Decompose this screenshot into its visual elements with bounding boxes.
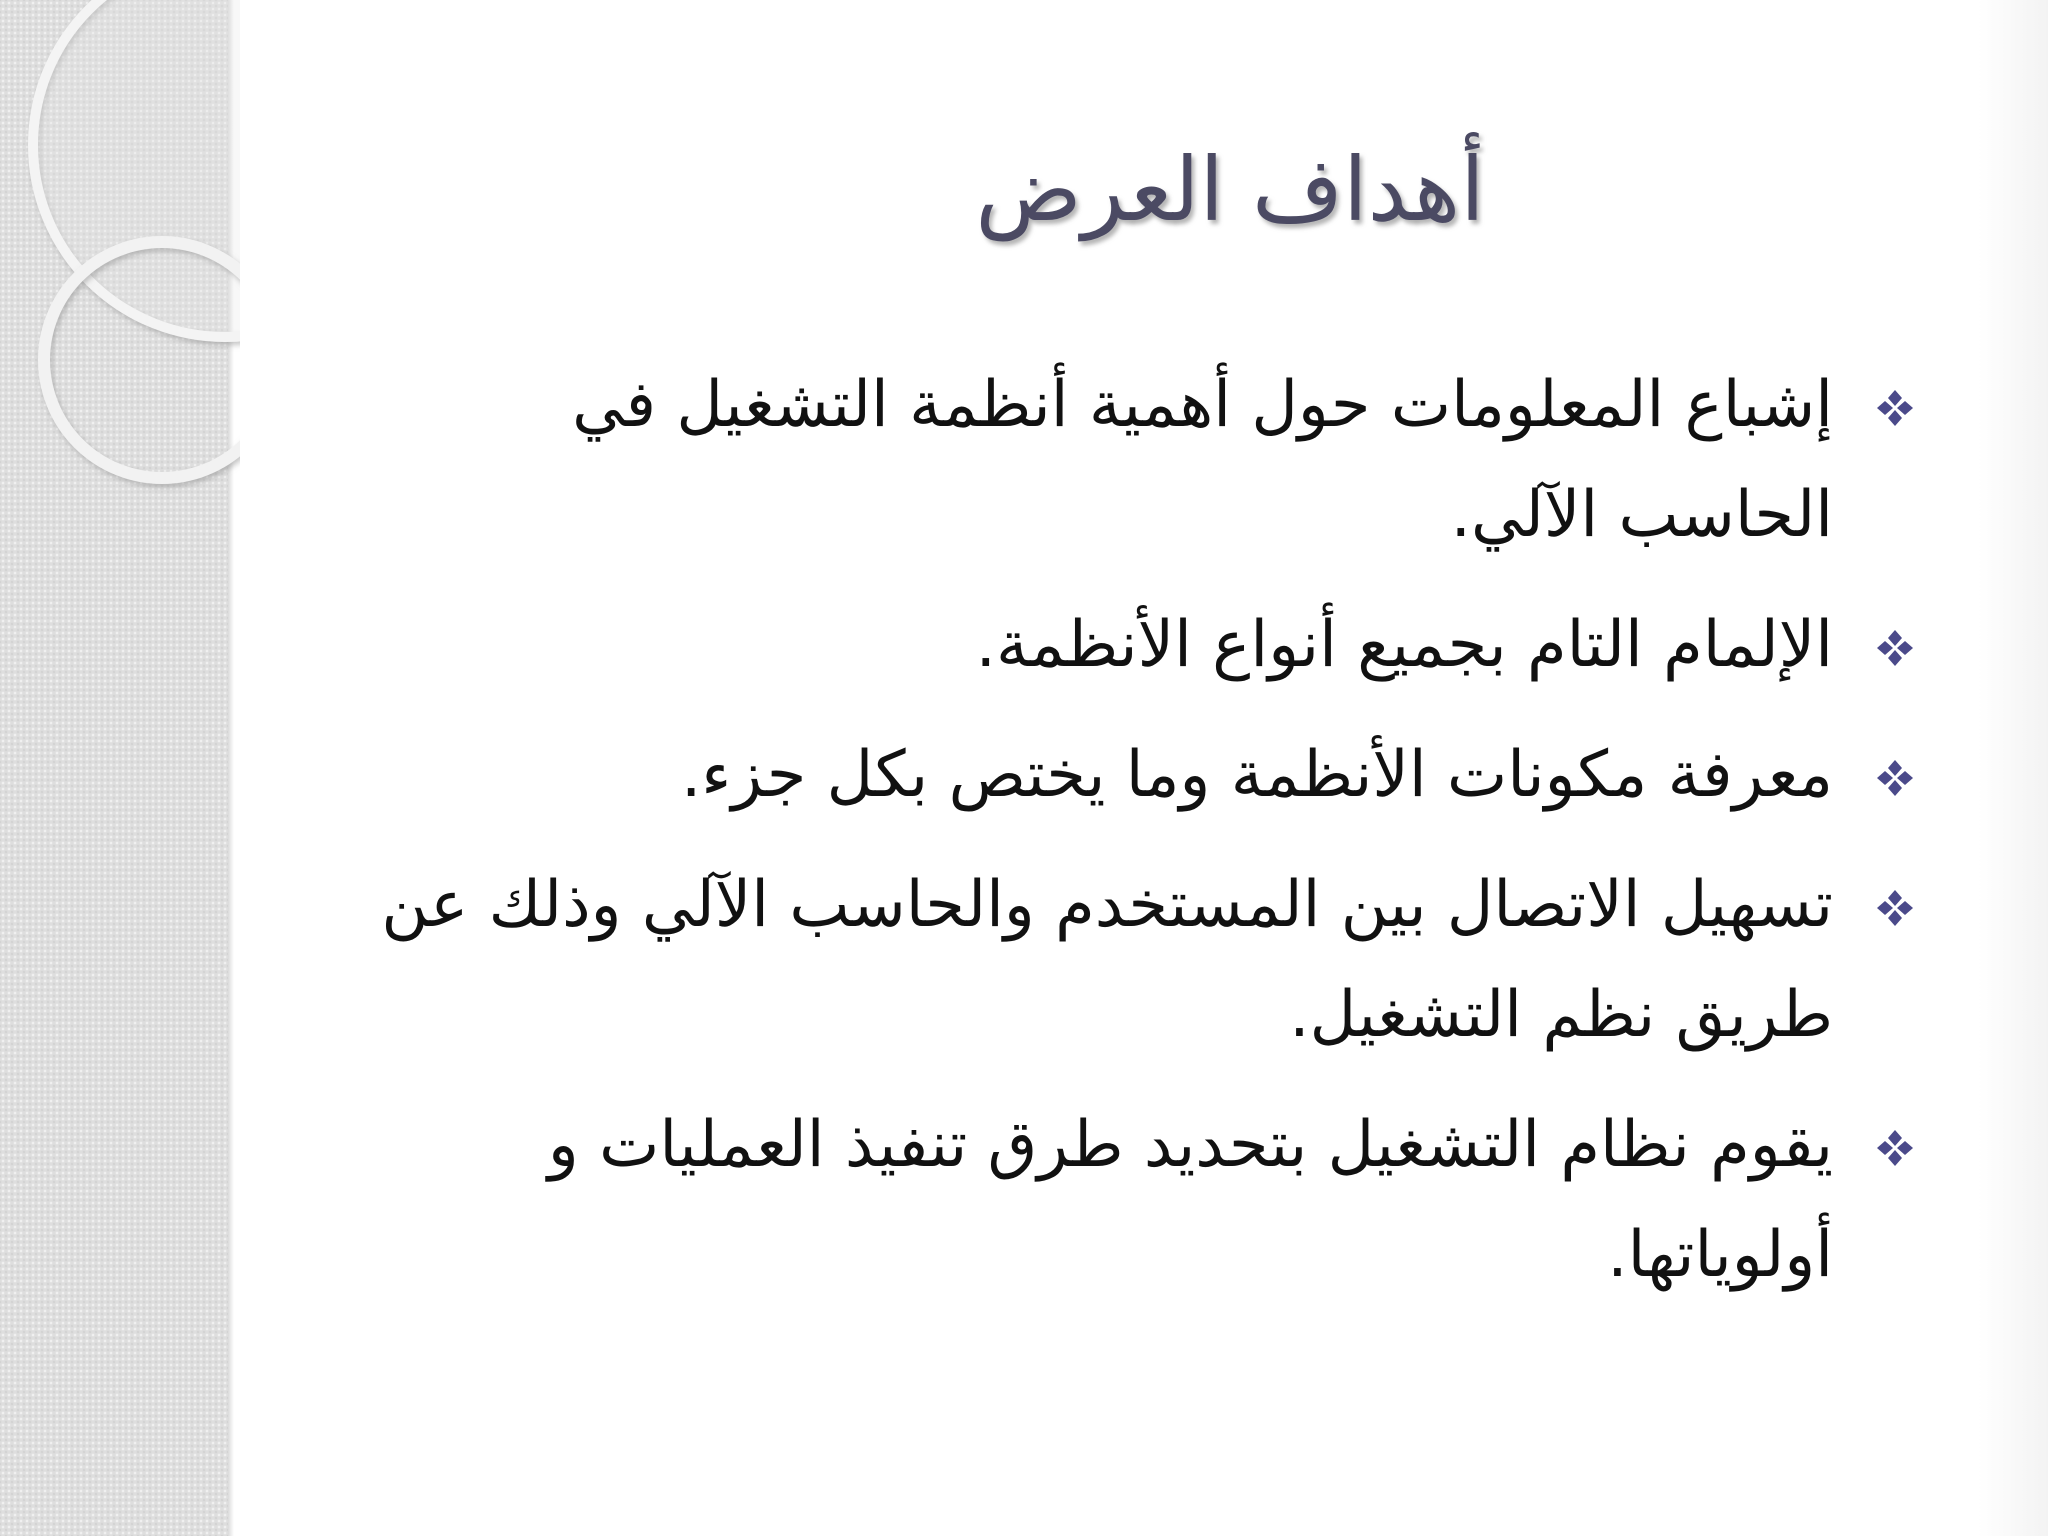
list-item [363, 720, 1963, 830]
bullet-text: إشباع المعلومات حول أهمية أنظمة التشغيل في الحاسب الآلي. [572, 368, 1833, 552]
bullet-text: يقوم نظام التشغيل بتحديد طرق تنفيذ العمليات و أولوياتها. [547, 1108, 1833, 1292]
list-item [363, 590, 1963, 700]
bullet-text: معرفة مكونات الأنظمة وما يختص بكل جزء. [680, 738, 1833, 812]
right-edge-shading [1978, 0, 2048, 1536]
list-item [363, 350, 1963, 570]
decorative-rings [0, 0, 240, 520]
slide-title: أهداف العرض [975, 138, 1485, 241]
diamond-bullet-icon [1875, 1128, 1915, 1168]
diamond-bullet-icon [1875, 758, 1915, 798]
list-item [363, 1090, 1963, 1310]
objectives-list [363, 350, 1963, 1330]
diamond-bullet-icon [1875, 888, 1915, 928]
list-item [363, 850, 1963, 1070]
diamond-bullet-icon [1875, 388, 1915, 428]
bullet-text: الإلمام التام بجميع أنواع الأنظمة. [975, 608, 1833, 682]
diamond-bullet-icon [1875, 628, 1915, 668]
bullet-text: تسهيل الاتصال بين المستخدم والحاسب الآلي وذلك عن طريق نظم التشغيل. [381, 868, 1833, 1052]
